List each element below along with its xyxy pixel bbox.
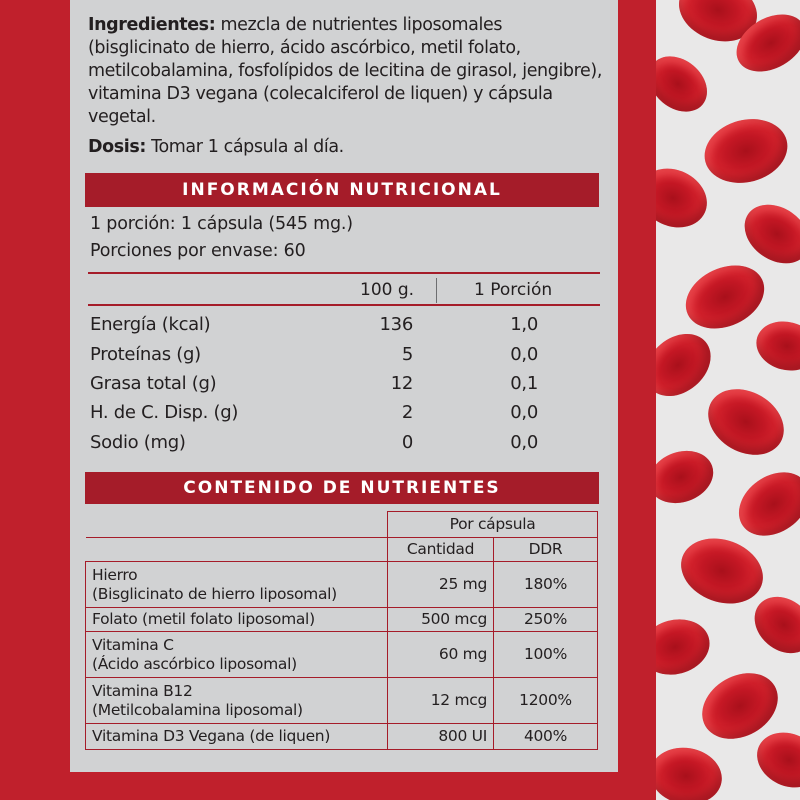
blood-cell (656, 612, 716, 682)
nutrient-source: (Bisglicinato de hierro liposomal) (92, 584, 337, 603)
nutrient-name-cell (86, 562, 388, 608)
blood-cell (727, 459, 800, 548)
nutrient-content-table (85, 511, 598, 750)
blood-cell (733, 193, 800, 276)
table-blank-cell (86, 538, 388, 562)
nutrition-row (90, 402, 600, 432)
nutrient-name: Vitamina B12 (92, 681, 193, 700)
nutrition-row-portion: 0,0 (510, 402, 538, 423)
nutrient-name-cell (86, 608, 388, 632)
nutrition-row (90, 344, 600, 374)
nutrition-row-label: Energía (kcal) (90, 314, 211, 335)
blood-cell (676, 253, 775, 340)
table-header-row (86, 512, 598, 538)
nutrition-row-100g: 5 (401, 344, 413, 365)
nutrient-quantity: 500 mcg (388, 608, 494, 632)
col-header-portion: 1 Porción (474, 280, 553, 300)
nutrition-row-label: Proteínas (g) (90, 344, 201, 365)
dosage-text (88, 136, 344, 158)
table-row (86, 724, 598, 750)
nutrient-name: Vitamina D3 Vegana (de liquen) (92, 727, 331, 745)
ingredients-value: mezcla de nutrientes liposomales (bisglicinato de hierro, ácido ascórbico, metil folato, metilcobalamina, fosfolípidos de lecitina de girasol, jengibre), vitamina D3 vegana (colecalciferol de liquen) y cápsula vegetal. (88, 15, 602, 127)
table-blank-cell (86, 512, 388, 538)
column-separator (436, 278, 437, 303)
per-capsule-header: Por cápsula (388, 512, 598, 538)
table-row (86, 632, 598, 678)
nutrient-name-cell (86, 724, 388, 750)
ingredients-label: Ingredientes: (88, 15, 216, 35)
blood-cell (656, 158, 717, 238)
quantity-header: Cantidad (388, 538, 494, 562)
nutrition-row-100g: 2 (401, 402, 413, 423)
nutrient-ddr: 400% (494, 724, 598, 750)
divider (88, 272, 600, 274)
nutrition-row-100g: 12 (390, 373, 413, 394)
nutrient-quantity: 60 mg (388, 632, 494, 678)
nutrition-row-portion: 1,0 (510, 314, 538, 335)
blood-cells-image (656, 0, 800, 800)
nutrient-ddr: 180% (494, 562, 598, 608)
nutrition-row-portion: 0,1 (510, 373, 538, 394)
nutrient-name-cell (86, 678, 388, 724)
ingredients-text (88, 14, 608, 129)
nutrition-row-portion: 0,0 (510, 432, 538, 453)
table-header-row (86, 538, 598, 562)
nutrient-quantity: 800 UI (388, 724, 494, 750)
left-red-band (0, 0, 26, 800)
bottom-red-band (26, 772, 656, 800)
blood-cell (656, 742, 726, 800)
blood-cell (656, 321, 723, 409)
blood-cell (656, 442, 721, 512)
blood-cell (656, 45, 718, 123)
nutrient-name-cell (86, 632, 388, 678)
nutrient-source: (Ácido ascórbico liposomal) (92, 654, 297, 673)
ddr-header: DDR (494, 538, 598, 562)
col-header-100g: 100 g. (360, 280, 415, 300)
blood-cell (672, 528, 772, 615)
nutrition-row-label: Grasa total (g) (90, 373, 217, 394)
blood-cell (696, 376, 795, 468)
nutrition-row-portion: 0,0 (510, 344, 538, 365)
nutrient-quantity: 12 mcg (388, 678, 494, 724)
nutrition-row-100g: 0 (401, 432, 413, 453)
nutrient-source: (Metilcobalamina liposomal) (92, 700, 303, 719)
nutrient-ddr: 100% (494, 632, 598, 678)
nutrient-name: Hierro (92, 565, 138, 584)
table-row (86, 678, 598, 724)
nutrient-name: Folato (metil folato liposomal) (92, 610, 315, 628)
dosage-value: Tomar 1 cápsula al día. (151, 137, 344, 157)
nutrition-info-header: INFORMACIÓN NUTRICIONAL (85, 173, 599, 207)
nutrient-name: Vitamina C (92, 635, 174, 654)
nutrition-row-label: Sodio (mg) (90, 432, 186, 453)
servings-per-container: Porciones por envase: 60 (90, 241, 306, 261)
nutrition-row-label: H. de C. Disp. (g) (90, 402, 239, 423)
serving-size: 1 porción: 1 cápsula (545 mg.) (90, 214, 353, 234)
nutrition-row (90, 314, 600, 344)
nutrition-row-100g: 136 (379, 314, 413, 335)
nutrient-quantity: 25 mg (388, 562, 494, 608)
nutrient-ddr: 1200% (494, 678, 598, 724)
dosage-label: Dosis: (88, 137, 146, 157)
nutrition-row (90, 432, 600, 462)
table-row (86, 562, 598, 608)
blood-cell (748, 722, 800, 797)
nutrition-row (90, 373, 600, 403)
blood-cell (751, 315, 800, 377)
nutrient-content-header: CONTENIDO DE NUTRIENTES (85, 472, 599, 504)
table-row (86, 608, 598, 632)
nutrient-ddr: 250% (494, 608, 598, 632)
divider (88, 304, 600, 306)
blood-cell (697, 110, 794, 192)
